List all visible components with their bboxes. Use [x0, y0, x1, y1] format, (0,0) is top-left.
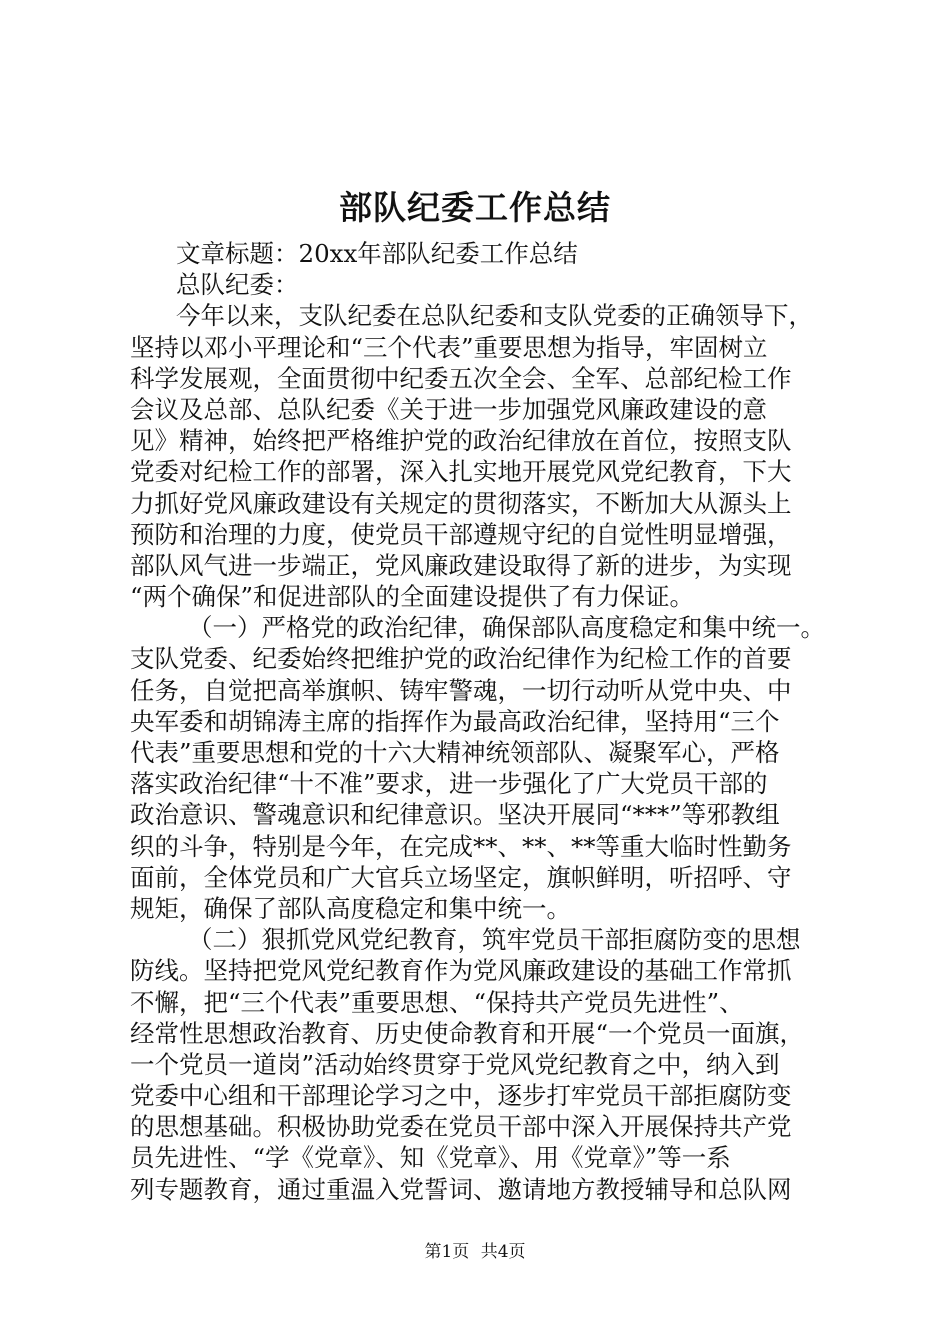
page-number-total: 共4页	[480, 1242, 526, 1262]
paragraph-line: 党委对纪检工作的部署，深入扎实地开展党风党纪教育，下大	[130, 457, 792, 487]
article-title-line: 文章标题：20xx年部队纪委工作总结	[176, 239, 578, 268]
paragraph-line: 今年以来，支队纪委在总队纪委和支队党委的正确领导下，	[176, 301, 813, 331]
paragraph-line: 一个党员一道岗”活动始终贯穿于党风党纪教育之中，纳入到	[130, 1049, 780, 1079]
paragraph-line: 政治意识、警魂意识和纪律意识。坚决开展同“***”等邪教组	[130, 800, 780, 830]
paragraph-line: 代表”重要思想和党的十六大精神统领部队、凝聚军心，严格	[130, 738, 780, 767]
paragraph-line: 央军委和胡锦涛主席的指挥作为最高政治纪律，坚持用“三个	[130, 706, 780, 736]
paragraph-line: 织的斗争，特别是今年，在完成**、**、**等重大临时性勤务	[130, 831, 792, 861]
paragraph-line: 支队党委、纪委始终把维护党的政治纪律作为纪检工作的首要	[130, 644, 792, 674]
paragraph-line: 列专题教育，通过重温入党誓词、邀请地方教授辅导和总队网	[130, 1174, 792, 1204]
section-heading-line: （一）严格党的政治纪律，确保部队高度稳定和集中统一。	[188, 613, 825, 643]
paragraph-line: 不懈，把“三个代表”重要思想、“保持共产党员先进性”、	[130, 987, 744, 1017]
paragraph-line: 任务，自觉把高举旗帜、铸牢警魂，一切行动听从党中央、中	[130, 675, 792, 705]
section-heading-line: （二）狠抓党风党纪教育，筑牢党员干部拒腐防变的思想	[188, 925, 801, 955]
paragraph-line: 科学发展观，全面贯彻中纪委五次全会、全军、总部纪检工作	[130, 363, 792, 393]
paragraph-line: 力抓好党风廉政建设有关规定的贯彻落实，不断加大从源头上	[130, 488, 792, 518]
paragraph-line: 经常性思想政治教育、历史使命教育和开展“一个党员一面旗，	[130, 1018, 805, 1048]
page-footer	[0, 1240, 950, 1264]
paragraph-line: 面前，全体党员和广大官兵立场坚定，旗帜鲜明，听招呼、守	[130, 862, 792, 892]
document-body	[130, 238, 854, 1205]
page-number-current: 第1页	[424, 1242, 470, 1262]
paragraph-line: 规矩，确保了部队高度稳定和集中统一。	[130, 893, 571, 923]
paragraph-line: 部队风气进一步端正，党风廉政建设取得了新的进步，为实现	[130, 550, 792, 580]
document-title: 部队纪委工作总结	[339, 188, 611, 227]
paragraph-line: 防线。坚持把党风党纪教育作为党风廉政建设的基础工作常抓	[130, 956, 792, 986]
paragraph-line: 员先进性、“学《党章》、知《党章》、用《党章》”等一系	[130, 1143, 731, 1173]
paragraph-line: 落实政治纪律“十不准”要求，进一步强化了广大党员干部的	[130, 769, 768, 799]
paragraph-line: 预防和治理的力度，使党员干部遵规守纪的自觉性明显增强，	[130, 519, 792, 549]
paragraph-line: 见》精神，始终把严格维护党的政治纪律放在首位，按照支队	[130, 426, 792, 456]
paragraph-line: 坚持以邓小平理论和“三个代表”重要思想为指导，牢固树立	[130, 332, 768, 362]
paragraph-line: 会议及总部、总队纪委《关于进一步加强党风廉政建设的意	[130, 394, 767, 424]
paragraph-line: “两个确保”和促进部队的全面建设提供了有力保证。	[130, 582, 695, 612]
paragraph-line: 党委中心组和干部理论学习之中，逐步打牢党员干部拒腐防变	[130, 1081, 792, 1111]
paragraph-line: 的思想基础。积极协助党委在党员干部中深入开展保持共产党	[130, 1112, 792, 1142]
salutation-line: 总队纪委：	[176, 270, 299, 300]
